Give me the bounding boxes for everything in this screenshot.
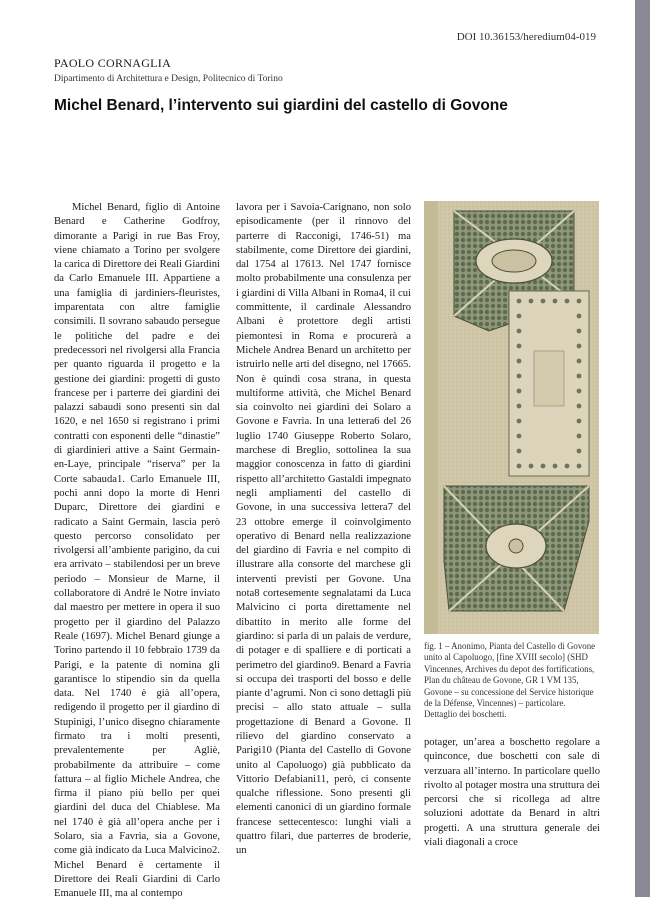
author-affiliation: Dipartimento di Architettura e Design, Politecnico di Torino bbox=[54, 74, 283, 84]
paragraph-3: potager, un’area a boschetto regolare a quinconce, due boschetti con sale di verzuara all’interno. In particolare quello rivolto al potager mostra una struttura dei percorsi che si ricollega ad altre soluzioni adottate da Benard in altri progetti. A una struttura generale dei viali diagonali a croce bbox=[424, 737, 600, 849]
article-title: Michel Benard, l’intervento sui giardini del castello di Govone bbox=[54, 97, 508, 114]
paragraph-1: Michel Benard, figlio di Antoine Benard e Catherine Godfroy, dimorante a Parigi in rue Bas Froy, viene chiamato a Torino per svolgere la carica di Direttore dei Reali Giardini da Carlo Emanuele III. Appartiene a una famiglia di jardiniers-fleuristes, imparentata con altre famiglie consimili. Il sovrano sabaudo persegue le politiche del padre e dei predecessori nel rivolgersi alla Francia per quanto riguarda il progetto e la gestione dei giardini: progetti di gusto francese per i parterre dei giardini dei palazzi sabaudi sono presenti sin dal 1620, e nel 1650 si registrano i primi contratti con esponenti delle “dinastie” di giardinieri attive a Saint Germain-en-Laye, principale “riserva” per la Corte sabauda1. Carlo Emanuele III, pochi anni dopo la morte di Henri Duparc, Direttore dei giardini e radicato a Saint Germain, lascia però questo percorso consolidato per rivolgersi all’ambiente parigino, da cui era arrivato – stabilendosi per un breve periodo – Monsieur de Marne, il collaboratore di André le Notre inviato dal maestro per mettere in opera il suo progetto per il giardino del Palazzo Reale (1697). Michel Benard giunge a Torino partendo il 10 febbraio 1739 da Parigi, e la patente di nomina gli garantisce lo stipendio sin da quella data. Nel 1740 è già all’opera, redigendo il progetto per il giardino di Stupinigi, l’unico disegno chiaramente firmato tra i molti presenti, prevalentemente per Agliè, probabilmente da attribuire – come fattura – al figlio Michele Andrea, che firma il piano più bello per quei giardini del duca del Chiablese. Ma nel 1740 è già all’opera anche per i Solaro, sia a Favria, sia a Govone, come già indicato da Luca Malvicino2. Michel Benard è certamente il Direttore dei Reali Giardini di Carlo Emanuele III, ma al contempo bbox=[54, 202, 220, 900]
text-column-2 bbox=[236, 201, 411, 859]
figure-caption: fig. 1 – Anonimo, Pianta del Castello di Govone unito al Capoluogo, [fine XVIII secolo] (SHD Vincennes, Archives du depot des fortifications, Plan du château de Govone, GR 1 VM 135, Govone – su concessione del Service historique de la Défense, Vincennes) – particolare. Dettaglio dei boschetti. bbox=[424, 641, 596, 720]
garden-plan-figure bbox=[424, 201, 599, 634]
text-column-1 bbox=[54, 201, 220, 902]
doi-label: DOI 10.36153/heredium04-019 bbox=[456, 31, 596, 43]
garden-plan-drawing bbox=[424, 201, 599, 634]
author-name: PAOLO CORNAGLIA bbox=[54, 56, 172, 70]
page-edge-bar bbox=[635, 0, 650, 897]
paragraph-2: lavora per i Savoia-Carignano, non solo episodicamente (per il rinnovo del parterre di Racconigi, 1746-51) ma stabilmente, come Direttore dei giardini, dal 1754 al 17613. Nel 1747 fornisce molto probabilmente una consulenza per i giardini di Villa Albani in Roma4, il cui committente, il cardinale Alessandro Albani è protettore degli artisti piemontesi in Roma e procurerà a Michele Andrea Benard un architetto per istruirlo nelle arti del disegno, nel 17665. Non è quindi cosa strana, in questa multiforme attività, che Michel Benard sia coinvolto nei giardini dei Solaro a Govone e Favria. In una lettera6 del 26 luglio 1740 Giuseppe Roberto Solaro, marchese di Breglio, sottolinea la sua maggior conoscenza in fatto di giardini rispetto all’architetto Gastaldi impegnato negli ampliamenti del castello di Govone, in una successiva lettera7 del 23 ottobre emerge il coinvolgimento operativo di Benard nella realizzazione del giardino di Favria e nel compito di illustrare alla consorte del marchese gli interventi previsti per Govone. Una nota8 cortesemente segnalatami da Luca Malvicino ci porta direttamente nel dibattito in merito alle forme del giardino: si parla di un palais de verdure, di potager e di spalliere e di porticati a perimetro del giardino9. Benard a Favria si occupa dei trasporti del bosso e delle piante d’agrumi. Non ci sono dettagli più precisi – allo stato attuale – sulla progettazione di Benard a Govone. Il rilievo del giardino conservato a Parigi10 (Pianta del Castello di Govone unito al Capoluogo) già pubblicato da Vittorio Defabiani11, però, ci consente qualche riflessione. Sono presenti gli elementi canonici di un giardino formale francese settecentesco: lunghi viali a quattro filari, due parterres de broderie, un bbox=[236, 202, 411, 857]
text-column-3 bbox=[424, 736, 600, 850]
